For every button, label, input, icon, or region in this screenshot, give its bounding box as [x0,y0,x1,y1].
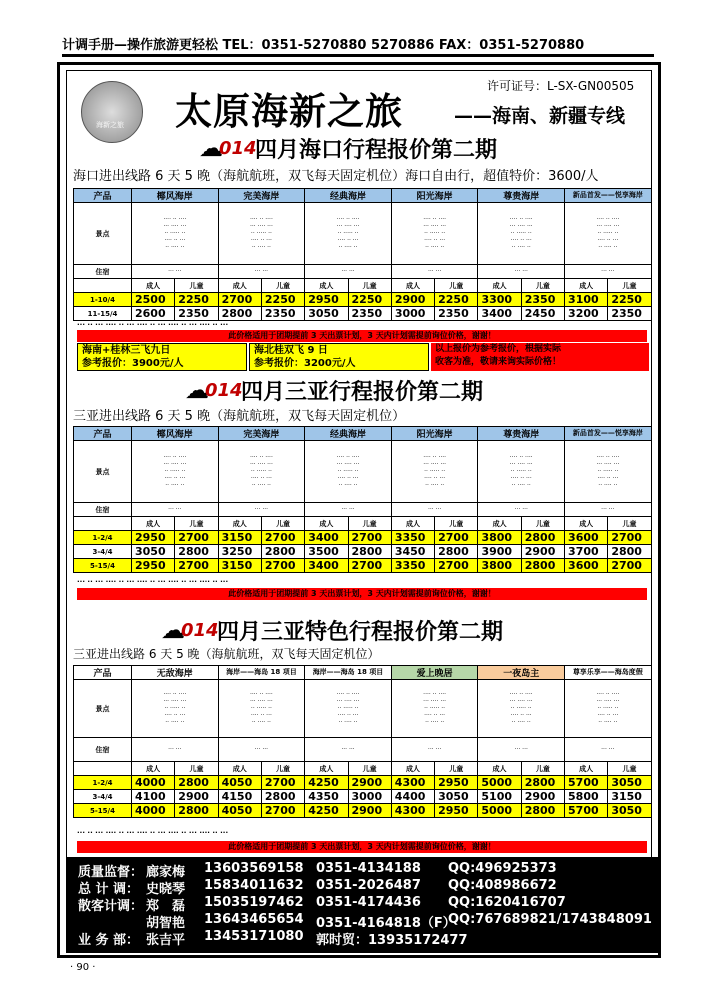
section1-heading [67,133,657,165]
product-header-row: 产品 椰风海岸 完美海岸 经典海岸 阳光海岸 尊贵海岸 新品首发——悦享海岸 [74,189,652,203]
itinerary-cell: ···· ·· ···· ··· ···· ··· ·· ····· ·· ···· ·· ··· ·· ···· ·· [305,203,392,265]
dragon-icon: ☁ 014 [161,616,219,644]
flyer-inner [66,70,652,949]
section1-note: ··· ·· ··· ···· ·· ··· ···· ·· ··· ···· ·· ··· ···· ·· ··· [77,321,229,329]
price-row: 11-15/4 2600 2350 2800 2350 3050 2350 3000 2350 3400 2450 3200 2350 [74,307,652,321]
date-cell: 1-10/4 [74,293,132,307]
itinerary-cell: ···· ·· ···· ··· ···· ··· ·· ····· ·· ···· ·· ··· ·· ···· ·· [391,203,478,265]
company-title: 太原海新之旅 [175,90,403,133]
section3-warning: 此价格适用于团期提前 3 天出票计划，3 天内计划需提前询位价格，谢谢！ [77,841,647,853]
itinerary-cell: ···· ·· ···· ··· ···· ··· ·· ····· ·· ···· ·· ··· ·· ···· ·· [565,203,652,265]
product-name: 尊贵海岸 [478,189,565,203]
product-name: 无敌海岸 [132,666,219,680]
product-name: 椰风海岸 [132,189,219,203]
product-name: 阳光海岸 [391,189,478,203]
section3-heading [67,615,657,647]
section1-table: 产品 椰风海岸 完美海岸 经典海岸 阳光海岸 尊贵海岸 新品首发——悦享海岸 景点 ···· ·· ···· ··· ···· ··· ·· ····· ·· ···· ·· ··· ·· ···· ·· ···· ·· ···· ··· ···· ··· ·· ····· ·· ···· ·· ··· ·· ···· ·· ···· ·· ···· ··· ···· ··· ·· ····· ·· ···· ·· ··· ·· ···· ·· ···· ·· ···· ··· ···· ··· ·· ····· ·· ···· ·· ··· ·· ···· ·· ···· ·· ···· ··· ···· ··· ·· ····· ·· ···· ·· ··· ·· ···· ·· ···· ·· ···· ··· ···· ··· ·· ····· ·· ···· ·· ··· ·· ···· ·· 住宿 ··· ··· ··· ··· ··· ··· ··· ··· ··· ··· ··· ··· 成人 儿童 成人 儿童 成人 儿童 成人 儿童 成人 儿童 成人 儿童 1-10/4 2500 2250 2700 2250 2950 2250 2900 2250 3300 2350 3100 2250 11-15/4 2600 2350 2800 2350 3050 2350 3000 2350 3400 2450 3200 2350 [73,188,652,321]
section2-route: 三亚进出线路 6 天 5 晚（海航航班，双飞每天固定机位） [73,409,406,424]
page-header: 计调手册—操作旅游更轻松 TEL：0351-5270880 5270886 FAX：0351-5270880 [62,34,654,57]
section3-note: ··· ·· ··· ···· ·· ··· ···· ·· ··· ···· ·· ··· ···· ·· ··· [77,829,229,837]
section3-title: 四月三亚特色行程报价第二期 [217,620,504,645]
product-name: 阳光海岸 [391,427,478,441]
product-name: 完美海岸 [218,427,305,441]
itinerary-cell: ···· ·· ···· ··· ···· ··· ·· ····· ·· ···· ·· ··· ·· ···· ·· [478,203,565,265]
price-row: 3-4/4 3050 2800 3250 2800 3500 2800 3450 2800 3900 2900 3700 2800 [74,545,652,559]
product-name: 经典海岸 [305,427,392,441]
product-name: 新品首发——悦享海岸 [565,427,652,441]
section2-note: ··· ·· ··· ···· ·· ··· ···· ·· ··· ···· ·· ··· ···· ·· ··· [77,578,229,586]
contact-panel: 质量监督： 廊家梅 13603569158 0351-4134188 QQ:496925373 总 计 调： 史晓琴 15834011632 0351-2026487 QQ:408986672 散客计调： 郑 磊 15035197462 0351-4174436 QQ:1620416707 胡智艳 13643465654 0351-4164818（F） QQ:767689821/1743848091 业 务 部： 张吉平 13453171080 郭时贸：13935172477 [66,857,658,953]
product-name: 海岸——海岛 18 项目 [305,666,392,680]
price-row: 3-4/4 4100 2900 4150 2800 4350 3000 4400 3050 5100 2900 5800 3150 [74,790,652,804]
section1-warning: 此价格适用于团期提前 3 天出票计划，3 天内计划需提前询位价格，谢谢！ [77,330,647,342]
flyer-frame [57,62,661,958]
product-name: 尊享乐享——海岛度假 [565,666,652,680]
date-cell: 11-15/4 [74,307,132,321]
section2-heading [67,375,657,407]
section1-title: 四月海口行程报价第二期 [255,138,498,163]
license-number: 许可证号：L-SX-GN00505 [487,79,635,93]
product-name: 经典海岸 [305,189,392,203]
product-name: 一夜岛主 [478,666,565,680]
product-name: 尊贵海岸 [478,427,565,441]
price-row: 5-15/4 2950 2700 3150 2700 3400 2700 3350 2700 3800 2800 3600 2700 [74,559,652,573]
hotel-label: 住宿 [74,265,132,279]
section3-route: 三亚进出线路 6 天 5 晚（海航航班，双飞每天固定机位） [73,647,380,661]
sights-label: 景点 [74,203,132,265]
dragon-icon: ☁ 014 [199,134,257,162]
section2-title: 四月三亚行程报价第二期 [241,380,484,405]
section2-warning: 此价格适用于团期提前 3 天出票计划，3 天内计划需提前询位价格，谢谢！ [77,588,647,600]
page-number: · 90 · [70,962,96,973]
section2-table: 产品 椰风海岸 完美海岸 经典海岸 阳光海岸 尊贵海岸 新品首发——悦享海岸 景点 ···· ·· ···· ··· ···· ··· ·· ····· ·· ···· ·· ··· ·· ···· ·· ···· ·· ···· ··· ···· ··· ·· ····· ·· ···· ·· ··· ·· ···· ·· ···· ·· ···· ··· ···· ··· ·· ····· ·· ···· ·· ··· ·· ···· ·· ···· ·· ···· ··· ···· ··· ·· ····· ·· ···· ·· ··· ·· ···· ·· ···· ·· ···· ··· ···· ··· ·· ····· ·· ···· ·· ··· ·· ···· ·· ···· ·· ···· ··· ···· ··· ·· ····· ·· ···· ·· ··· ·· ···· ·· 住宿 ··· ··· ··· ··· ··· ··· ··· ··· ··· ··· ··· ··· 成人 儿童 成人 儿童 成人 儿童 成人 儿童 成人 儿童 成人 儿童 1-2/4 2950 2700 3150 2700 3400 2700 3350 2700 3800 2800 3600 2700 3-4/4 3050 2800 3250 2800 3500 2800 3450 2800 3900 2900 3700 2800 5-15/4 2950 2700 3150 2700 3400 2700 3350 2700 3800 2800 3600 2700 [73,426,652,573]
product-name: 椰风海岸 [132,427,219,441]
itinerary-cell: ···· ·· ···· ··· ···· ··· ·· ····· ·· ···· ·· ··· ·· ···· ·· [218,203,305,265]
price-row: 5-15/4 4000 2800 4050 2700 4250 2900 4300 2950 5000 2800 5700 3050 [74,804,652,818]
price-row: 1-2/4 2950 2700 3150 2700 3400 2700 3350 2700 3800 2800 3600 2700 [74,531,652,545]
promo-haibei: 海北桂双飞 9 日 参考报价：3200元/人 [249,343,429,371]
company-logo: 海新之旅 [81,81,143,143]
promo-notice: 以上报价为参考报价，根据实际 收客为准，敬请来询实际价格！ [431,343,649,371]
company-subtitle: ——海南、新疆专线 [454,105,626,127]
product-name: 完美海岸 [218,189,305,203]
itinerary-cell: ···· ·· ···· ··· ···· ··· ·· ····· ·· ···· ·· ··· ·· ···· ·· [132,203,219,265]
section3-table: 产品 无敌海岸 海岸——海岛 18 项目 海岸——海岛 18 项目 爱上晚居 一夜岛主 尊享乐享——海岛度假 景点 ···· ·· ···· ··· ···· ··· ·· ····· ·· ···· ·· ··· ·· ···· ·· ···· ·· ···· ··· ···· ··· ·· ····· ·· ···· ·· ··· ·· ···· ·· ···· ·· ···· ··· ···· ··· ·· ····· ·· ···· ·· ··· ·· ···· ·· ···· ·· ···· ··· ···· ··· ·· ····· ·· ···· ·· ··· ·· ···· ·· ···· ·· ···· ··· ···· ··· ·· ····· ·· ···· ·· ··· ·· ···· ·· ···· ·· ···· ··· ···· ··· ·· ····· ·· ···· ·· ··· ·· ···· ·· 住宿 ··· ··· ··· ··· ··· ··· ··· ··· ··· ··· ··· ··· 成人 儿童 成人 儿童 成人 儿童 成人 儿童 成人 儿童 成人 儿童 1-2/4 4000 2800 4050 2700 4250 2900 4300 2950 5000 2800 5700 3050 3-4/4 4100 2900 4150 2800 4350 3000 4400 3050 5100 2900 5800 3150 5-15/4 4000 2800 4050 2700 4250 2900 4300 2950 5000 2800 5700 3050 [73,665,652,818]
section1-route: 海口进出线路 6 天 5 晚（海航航班，双飞每天固定机位）海口自由行，超值特价：3600/人 [73,169,599,184]
product-name: 新品首发——悦享海岸 [565,189,652,203]
product-name: 海岸——海岛 18 项目 [218,666,305,680]
price-row: 1-10/4 2500 2250 2700 2250 2950 2250 2900 2250 3300 2350 3100 2250 [74,293,652,307]
product-name: 爱上晚居 [391,666,478,680]
dragon-icon: ☁ 014 [185,376,243,404]
promo-guilin: 海南+桂林三飞九日 参考报价：3900元/人 [77,343,247,371]
price-row: 1-2/4 4000 2800 4050 2700 4250 2900 4300 2950 5000 2800 5700 3050 [74,776,652,790]
